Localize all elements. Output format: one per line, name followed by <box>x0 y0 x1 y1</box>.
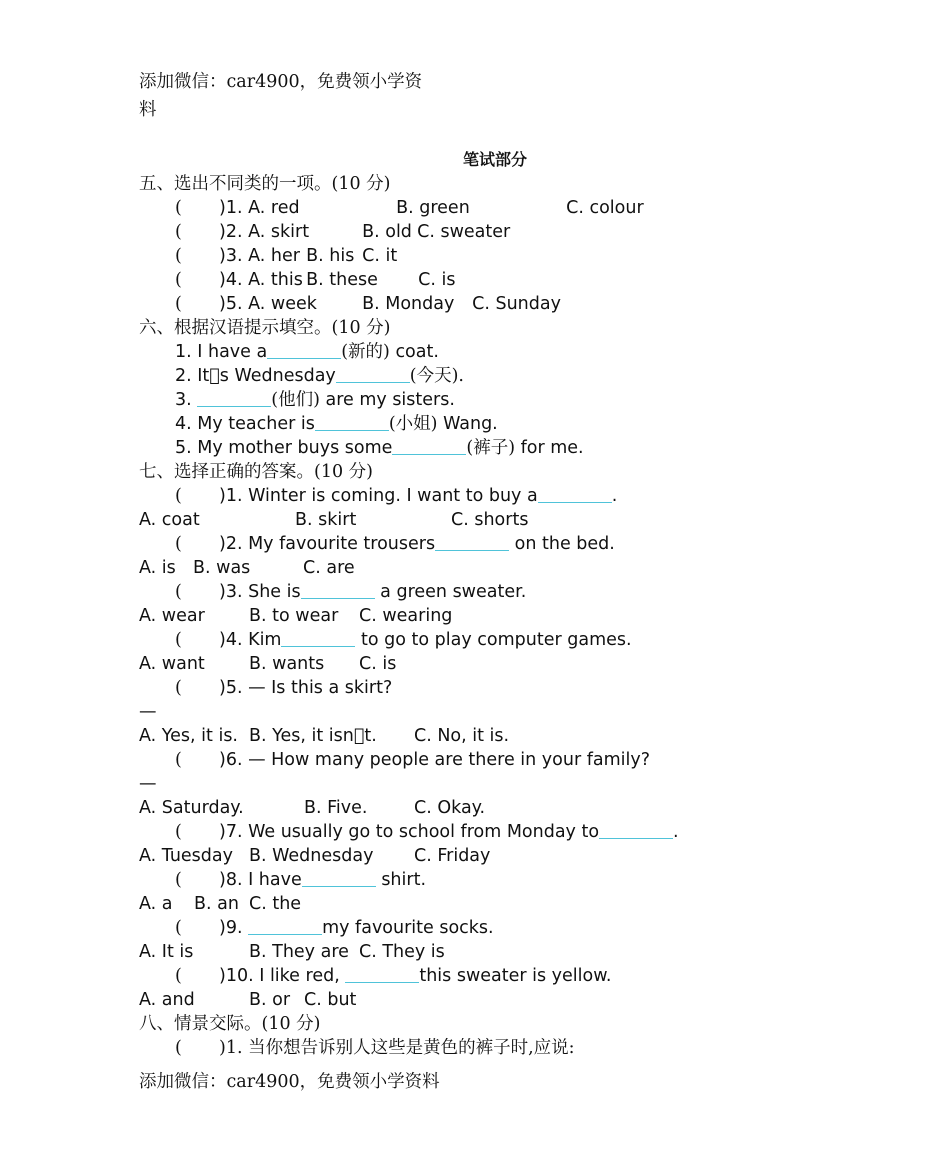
section-5-heading: 五、选出不同类的一项。(10 分) <box>139 174 391 194</box>
sec6-item-2: 2. It s Wednesday (今天). <box>175 366 464 386</box>
sec7-q9: ( )9. my favourite socks. <box>175 918 494 938</box>
sec7-q6: ( )6. — How many people are there in your family? <box>175 750 651 770</box>
answer-blank[interactable] <box>302 868 376 887</box>
sec7-q10-options: A. and B. or C. but <box>139 990 357 1010</box>
sec6-item-5: 5. My mother buys some (裤子) for me. <box>175 438 584 458</box>
sec7-q4: ( )4. Kim to go to play computer games. <box>175 630 632 650</box>
sec7-q4-options: A. want B. wants C. is <box>139 654 397 674</box>
section-7-heading: 七、选择正确的答案。(10 分) <box>139 462 373 482</box>
sec7-q8: ( )8. I have shirt. <box>175 870 427 890</box>
answer-blank[interactable] <box>392 436 466 455</box>
sec5-item-1: ( )1. A. red B. green C. colour <box>175 198 644 218</box>
sec5-item-3: ( )3. A. her B. his C. it <box>175 246 398 266</box>
section-6-heading: 六、根据汉语提示填空。(10 分) <box>139 318 391 338</box>
answer-blank[interactable] <box>435 532 509 551</box>
sec6-item-1: 1. I have a (新的) coat. <box>175 342 439 362</box>
answer-blank[interactable] <box>336 364 410 383</box>
answer-blank[interactable] <box>281 628 355 647</box>
answer-blank[interactable] <box>267 340 341 359</box>
sec7-q2-options: A. is B. was C. are <box>139 558 355 578</box>
sec7-q6-options: A. Saturday. B. Five. C. Okay. <box>139 798 486 818</box>
sec7-q8-options: A. a B. an C. the <box>139 894 302 914</box>
sec5-item-2: ( )2. A. skirt B. old C. sweater <box>175 222 511 242</box>
answer-blank[interactable] <box>538 484 612 503</box>
section-8-heading: 八、情景交际。(10 分) <box>139 1014 321 1034</box>
wechat-footer: 添加微信：car4900，免费领小学资料 <box>139 1072 440 1092</box>
sec7-q1: ( )1. Winter is coming. I want to buy a . <box>175 486 618 506</box>
answer-blank[interactable] <box>197 388 271 407</box>
sec7-q10: ( )10. I like red, this sweater is yellow. <box>175 966 612 986</box>
page-title: 笔试部分 <box>462 150 527 169</box>
sec7-q7: ( )7. We usually go to school from Monday to . <box>175 822 679 842</box>
sec7-q6-dash: — <box>139 774 157 794</box>
sec7-q5: ( )5. — Is this a skirt? <box>175 678 393 698</box>
sec7-q5-options: A. Yes, it is. B. Yes, it isn t. C. No, it is. <box>139 726 510 746</box>
answer-blank[interactable] <box>315 412 389 431</box>
sec7-q2: ( )2. My favourite trousers on the bed. <box>175 534 615 554</box>
sec8-q1: ( )1. 当你想告诉别人这些是黄色的裤子时,应说: <box>175 1038 575 1058</box>
answer-blank[interactable] <box>301 580 375 599</box>
wechat-header-line2: 料 <box>139 100 157 120</box>
sec5-item-5: ( )5. A. week B. Monday C. Sunday <box>175 294 561 314</box>
wechat-header-line1: 添加微信：car4900，免费领小学资 <box>139 72 423 92</box>
sec5-item-4: ( )4. A. this B. these C. is <box>175 270 456 290</box>
sec6-item-4: 4. My teacher is (小姐) Wang. <box>175 414 498 434</box>
answer-blank[interactable] <box>599 820 673 839</box>
sec6-item-3: 3. (他们) are my sisters. <box>175 390 455 410</box>
answer-blank[interactable] <box>345 964 419 983</box>
sec7-q7-options: A. Tuesday B. Wednesday C. Friday <box>139 846 491 866</box>
answer-blank[interactable] <box>248 916 322 935</box>
sec7-q9-options: A. It is B. They are C. They is <box>139 942 445 962</box>
sec7-q1-options: A. coat B. skirt C. shorts <box>139 510 529 530</box>
sec7-q3: ( )3. She is a green sweater. <box>175 582 527 602</box>
sec7-q5-dash: — <box>139 702 157 722</box>
sec7-q3-options: A. wear B. to wear C. wearing <box>139 606 453 626</box>
